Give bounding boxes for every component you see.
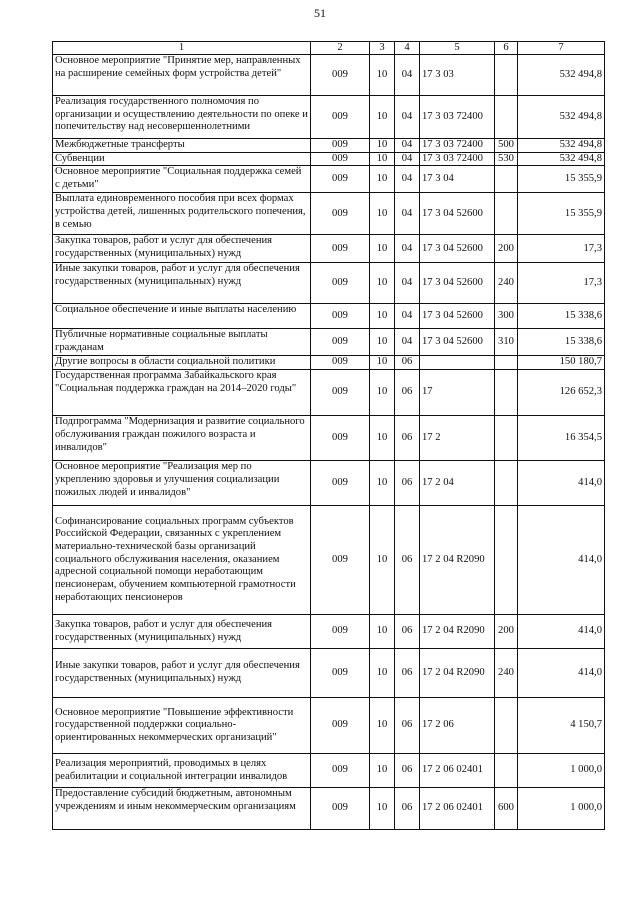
row-subsection-cell: 04 — [395, 263, 420, 304]
row-grbs-cell: 009 — [311, 754, 370, 788]
table-row — [53, 55, 605, 96]
row-target-article-cell: 17 3 04 52600 — [420, 329, 495, 356]
row-name-cell: Основное мероприятие "Принятие мер, направленных на расширение семейных форм устройства детей" — [53, 55, 311, 96]
row-expense-type-cell: 200 — [495, 615, 518, 649]
row-name-cell: Закупка товаров, работ и услуг для обеспечения государственных (муниципальных) нужд — [53, 615, 311, 649]
budget-table — [52, 41, 605, 830]
row-target-article-cell: 17 3 04 52600 — [420, 193, 495, 235]
row-section-cell: 10 — [370, 788, 395, 830]
row-expense-type-cell — [495, 96, 518, 139]
row-grbs-cell: 009 — [311, 235, 370, 263]
row-sum-cell: 15 338,6 — [518, 304, 605, 329]
row-grbs-cell: 009 — [311, 615, 370, 649]
row-grbs-cell: 009 — [311, 788, 370, 830]
header-cell-7: 7 — [518, 42, 605, 55]
table-row — [53, 788, 605, 830]
row-name-cell: Закупка товаров, работ и услуг для обеспечения государственных (муниципальных) нужд — [53, 235, 311, 263]
row-sum-cell: 126 652,3 — [518, 370, 605, 416]
row-grbs-cell: 009 — [311, 356, 370, 370]
row-section-cell: 10 — [370, 698, 395, 754]
row-section-cell: 10 — [370, 416, 395, 461]
row-section-cell: 10 — [370, 152, 395, 166]
table-row — [53, 166, 605, 193]
row-subsection-cell: 04 — [395, 166, 420, 193]
row-sum-cell: 15 355,9 — [518, 166, 605, 193]
row-section-cell: 10 — [370, 263, 395, 304]
header-cell-3: 3 — [370, 42, 395, 55]
table-row — [53, 615, 605, 649]
row-subsection-cell: 06 — [395, 416, 420, 461]
row-grbs-cell: 009 — [311, 329, 370, 356]
row-subsection-cell: 06 — [395, 506, 420, 615]
row-expense-type-cell — [495, 370, 518, 416]
row-section-cell: 10 — [370, 329, 395, 356]
row-name-cell: Выплата единовременного пособия при всех формах устройства детей, лишенных родительского попечения, в семью — [53, 193, 311, 235]
table-row — [53, 649, 605, 698]
row-target-article-cell: 17 3 04 52600 — [420, 235, 495, 263]
row-name-cell: Реализация государственного полномочия по организации и осуществлению деятельности по опеке и попечительству над несовершеннолетними — [53, 96, 311, 139]
row-subsection-cell: 04 — [395, 329, 420, 356]
row-subsection-cell: 04 — [395, 55, 420, 96]
row-sum-cell: 16 354,5 — [518, 416, 605, 461]
row-section-cell: 10 — [370, 193, 395, 235]
row-section-cell: 10 — [370, 506, 395, 615]
table-row — [53, 698, 605, 754]
row-expense-type-cell — [495, 416, 518, 461]
table-row — [53, 152, 605, 166]
row-expense-type-cell: 500 — [495, 139, 518, 153]
row-grbs-cell: 009 — [311, 193, 370, 235]
row-expense-type-cell: 240 — [495, 263, 518, 304]
row-sum-cell: 414,0 — [518, 506, 605, 615]
row-target-article-cell: 17 2 04 — [420, 461, 495, 506]
row-subsection-cell: 06 — [395, 615, 420, 649]
row-name-cell: Основное мероприятие "Повышение эффективности государственной поддержки социально-ориентированных некоммерческих организаций" — [53, 698, 311, 754]
row-target-article-cell — [420, 356, 495, 370]
row-target-article-cell: 17 2 04 R2090 — [420, 506, 495, 615]
row-grbs-cell: 009 — [311, 263, 370, 304]
table-row — [53, 139, 605, 153]
row-subsection-cell: 04 — [395, 193, 420, 235]
row-sum-cell: 1 000,0 — [518, 788, 605, 830]
row-section-cell: 10 — [370, 754, 395, 788]
row-sum-cell: 17,3 — [518, 235, 605, 263]
table-row — [53, 193, 605, 235]
row-grbs-cell: 009 — [311, 139, 370, 153]
row-expense-type-cell — [495, 506, 518, 615]
row-sum-cell: 532 494,8 — [518, 96, 605, 139]
table-row — [53, 235, 605, 263]
row-subsection-cell: 04 — [395, 235, 420, 263]
row-expense-type-cell: 530 — [495, 152, 518, 166]
row-grbs-cell: 009 — [311, 649, 370, 698]
row-name-cell: Другие вопросы в области социальной политики — [53, 356, 311, 370]
row-target-article-cell: 17 3 04 — [420, 166, 495, 193]
row-name-cell: Основное мероприятие "Социальная поддержка семей с детьми" — [53, 166, 311, 193]
row-subsection-cell: 06 — [395, 698, 420, 754]
row-expense-type-cell — [495, 193, 518, 235]
page-number: 51 — [314, 6, 326, 20]
row-subsection-cell: 04 — [395, 304, 420, 329]
table-row — [53, 304, 605, 329]
row-expense-type-cell — [495, 698, 518, 754]
row-subsection-cell: 06 — [395, 754, 420, 788]
row-name-cell: Иные закупки товаров, работ и услуг для обеспечения государственных (муниципальных) нужд — [53, 263, 311, 304]
row-section-cell: 10 — [370, 235, 395, 263]
row-section-cell: 10 — [370, 139, 395, 153]
row-name-cell: Публичные нормативные социальные выплаты гражданам — [53, 329, 311, 356]
table-row — [53, 356, 605, 370]
row-grbs-cell: 009 — [311, 96, 370, 139]
table-row — [53, 329, 605, 356]
row-name-cell: Предоставление субсидий бюджетным, автономным учреждениям и иным некоммерческим организациям — [53, 788, 311, 830]
row-section-cell: 10 — [370, 615, 395, 649]
row-sum-cell: 4 150,7 — [518, 698, 605, 754]
table-row — [53, 461, 605, 506]
row-name-cell: Основное мероприятие "Реализация мер по укреплению здоровья и улучшения социализации пожилых людей и инвалидов" — [53, 461, 311, 506]
row-expense-type-cell — [495, 356, 518, 370]
row-target-article-cell: 17 2 04 R2090 — [420, 615, 495, 649]
row-subsection-cell: 06 — [395, 356, 420, 370]
row-expense-type-cell: 200 — [495, 235, 518, 263]
row-expense-type-cell: 240 — [495, 649, 518, 698]
row-sum-cell: 150 180,7 — [518, 356, 605, 370]
header-cell-2: 2 — [311, 42, 370, 55]
table-row — [53, 754, 605, 788]
row-grbs-cell: 009 — [311, 506, 370, 615]
row-name-cell: Иные закупки товаров, работ и услуг для обеспечения государственных (муниципальных) нужд — [53, 649, 311, 698]
row-subsection-cell: 06 — [395, 461, 420, 506]
row-section-cell: 10 — [370, 461, 395, 506]
row-subsection-cell: 06 — [395, 788, 420, 830]
header-row — [53, 42, 605, 55]
row-grbs-cell: 009 — [311, 698, 370, 754]
row-target-article-cell: 17 — [420, 370, 495, 416]
row-grbs-cell: 009 — [311, 304, 370, 329]
row-section-cell: 10 — [370, 166, 395, 193]
row-section-cell: 10 — [370, 370, 395, 416]
row-expense-type-cell — [495, 55, 518, 96]
row-target-article-cell: 17 3 04 52600 — [420, 263, 495, 304]
row-target-article-cell: 17 2 04 R2090 — [420, 649, 495, 698]
row-section-cell: 10 — [370, 356, 395, 370]
row-grbs-cell: 009 — [311, 370, 370, 416]
row-grbs-cell: 009 — [311, 461, 370, 506]
header-cell-4: 4 — [395, 42, 420, 55]
row-target-article-cell: 17 3 03 72400 — [420, 152, 495, 166]
row-subsection-cell: 04 — [395, 96, 420, 139]
row-target-article-cell: 17 2 06 02401 — [420, 788, 495, 830]
row-section-cell: 10 — [370, 96, 395, 139]
row-sum-cell: 414,0 — [518, 649, 605, 698]
header-cell-5: 5 — [420, 42, 495, 55]
row-subsection-cell: 04 — [395, 139, 420, 153]
header-cell-1: 1 — [53, 42, 311, 55]
row-grbs-cell: 009 — [311, 166, 370, 193]
row-sum-cell: 1 000,0 — [518, 754, 605, 788]
row-name-cell: Государственная программа Забайкальского края "Социальная поддержка граждан на 2014–2020 годы" — [53, 370, 311, 416]
row-sum-cell: 15 355,9 — [518, 193, 605, 235]
row-target-article-cell: 17 3 03 72400 — [420, 139, 495, 153]
table-row — [53, 416, 605, 461]
row-name-cell: Реализация мероприятий, проводимых в целях реабилитации и социальной интеграции инвалидов — [53, 754, 311, 788]
row-grbs-cell: 009 — [311, 55, 370, 96]
table-row — [53, 370, 605, 416]
row-expense-type-cell — [495, 461, 518, 506]
row-grbs-cell: 009 — [311, 416, 370, 461]
row-subsection-cell: 04 — [395, 152, 420, 166]
row-name-cell: Софинансирование социальных программ субъектов Российской Федерации, связанных с укреплением материально-технической базы организаций социального обслуживания населения, оказанием адресной социальной помощи неработающим пенсионерам, обучением компьютерной грамотности неработающих пенсионеров — [53, 506, 311, 615]
row-expense-type-cell: 300 — [495, 304, 518, 329]
row-section-cell: 10 — [370, 649, 395, 698]
row-expense-type-cell: 310 — [495, 329, 518, 356]
row-grbs-cell: 009 — [311, 152, 370, 166]
row-sum-cell: 532 494,8 — [518, 139, 605, 153]
table-row — [53, 96, 605, 139]
row-target-article-cell: 17 3 03 72400 — [420, 96, 495, 139]
row-sum-cell: 532 494,8 — [518, 55, 605, 96]
row-target-article-cell: 17 3 03 — [420, 55, 495, 96]
row-name-cell: Субвенции — [53, 152, 311, 166]
row-subsection-cell: 06 — [395, 370, 420, 416]
table-row — [53, 506, 605, 615]
row-subsection-cell: 06 — [395, 649, 420, 698]
row-name-cell: Межбюджетные трансферты — [53, 139, 311, 153]
row-name-cell: Социальное обеспечение и иные выплаты населению — [53, 304, 311, 329]
row-target-article-cell: 17 2 — [420, 416, 495, 461]
row-target-article-cell: 17 2 06 — [420, 698, 495, 754]
row-sum-cell: 532 494,8 — [518, 152, 605, 166]
row-sum-cell: 15 338,6 — [518, 329, 605, 356]
row-sum-cell: 414,0 — [518, 615, 605, 649]
row-target-article-cell: 17 2 06 02401 — [420, 754, 495, 788]
table-row — [53, 263, 605, 304]
row-name-cell: Подпрограмма "Модернизация и развитие социального обслуживания граждан пожилого возраста и инвалидов" — [53, 416, 311, 461]
row-sum-cell: 414,0 — [518, 461, 605, 506]
row-section-cell: 10 — [370, 55, 395, 96]
row-section-cell: 10 — [370, 304, 395, 329]
header-cell-6: 6 — [495, 42, 518, 55]
row-expense-type-cell — [495, 754, 518, 788]
row-sum-cell: 17,3 — [518, 263, 605, 304]
row-expense-type-cell — [495, 166, 518, 193]
row-target-article-cell: 17 3 04 52600 — [420, 304, 495, 329]
row-expense-type-cell: 600 — [495, 788, 518, 830]
